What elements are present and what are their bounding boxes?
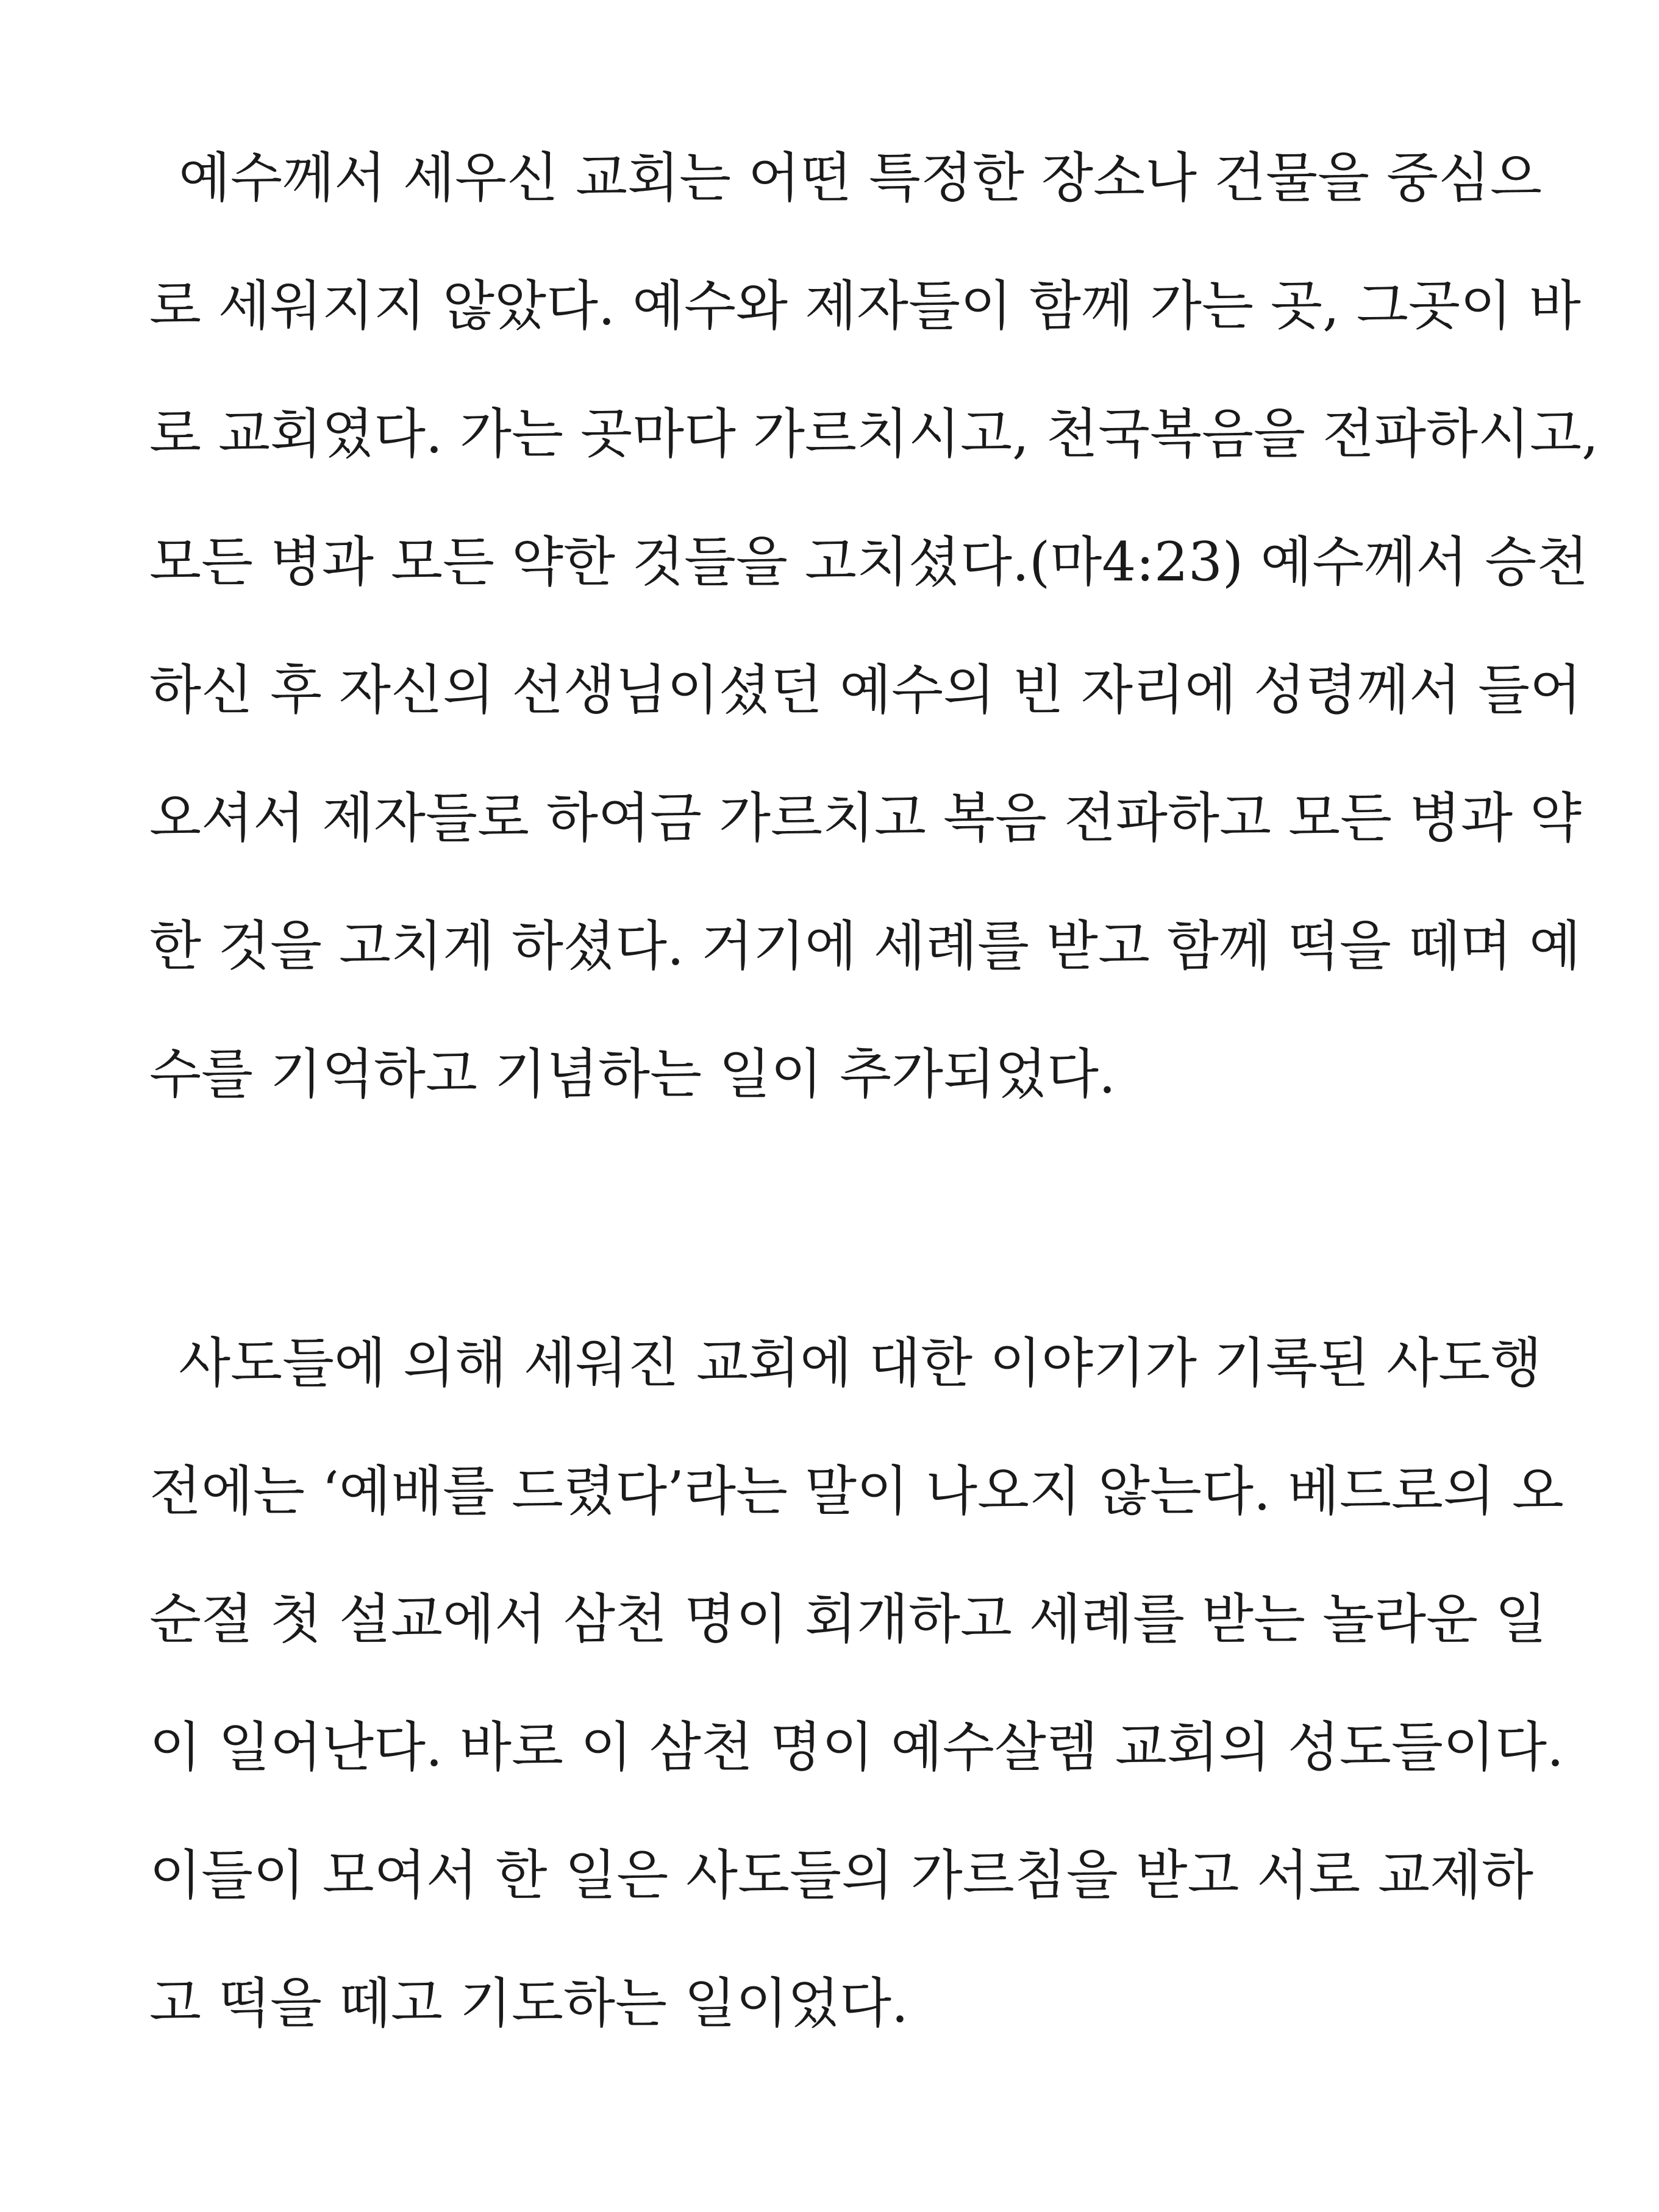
text-line: 하신 후 자신의 선생님이셨던 예수의 빈 자리에 성령께서 들어 (149, 658, 1582, 721)
paragraph-apostolic-church (149, 1299, 1564, 2068)
paragraph-church-of-jesus (149, 114, 1599, 1138)
text-line: 순절 첫 설교에서 삼천 명이 회개하고 세례를 받는 놀라운 일 (149, 1588, 1547, 1650)
text-line: 예수께서 세우신 교회는 어떤 특정한 장소나 건물을 중심으 (179, 146, 1543, 209)
text-line: 로 세워지지 않았다. 예수와 제자들이 함께 가는 곳, 그곳이 바 (149, 274, 1581, 337)
text-line: 모든 병과 모든 약한 것들을 고치셨다.(마4:23) 예수께서 승천 (149, 530, 1589, 593)
text-line: 전에는 ‘예배를 드렸다’라는 말이 나오지 않는다. 베드로의 오 (149, 1460, 1564, 1522)
text-line: 이들이 모여서 한 일은 사도들의 가르침을 받고 서로 교제하 (149, 1844, 1533, 1907)
text-line: 사도들에 의해 세워진 교회에 대한 이야기가 기록된 사도행 (179, 1332, 1543, 1394)
text-line: 오셔서 제자들로 하여금 가르치고 복음 전파하고 모든 병과 약 (149, 787, 1582, 849)
text-line: 로 교회였다. 가는 곳마다 가르치시고, 천국복음을 전파하시고, (149, 402, 1599, 465)
text-line: 이 일어난다. 바로 이 삼천 명이 예수살렘 교회의 성도들이다. (149, 1716, 1564, 1779)
text-line: 고 떡을 떼고 기도하는 일이었다. (149, 1972, 908, 2035)
text-line: 수를 기억하고 기념하는 일이 추가되었다. (149, 1043, 1116, 1105)
text-line: 한 것을 고치게 하셨다. 거기에 세례를 받고 함께 떡을 떼며 예 (149, 915, 1581, 977)
